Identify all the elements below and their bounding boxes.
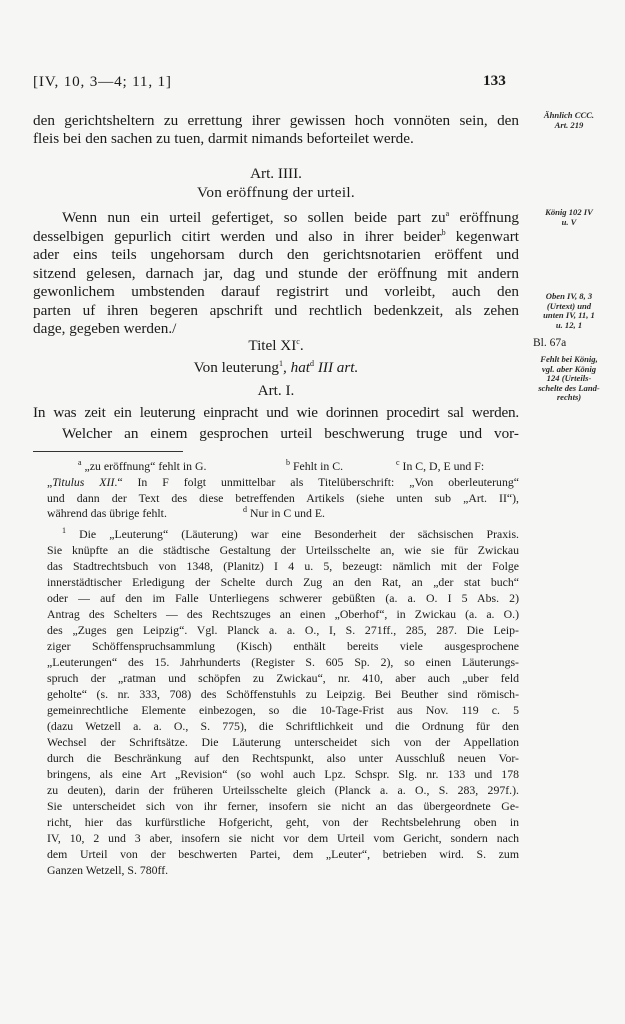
footnote-line-18: Sie unterscheidet sich von ihr ferner, insofern sie nicht an das übergeordnete Ge- (47, 799, 519, 813)
footnote-line-22: Ganzen Wetzell, S. 780ff. (47, 863, 169, 877)
footnote-rule (33, 451, 183, 452)
footnote-line-10: spruch der „ratman und schöpfen zu Zwickau“, nr. 410, aber auch „uber feld (47, 671, 519, 685)
art-i-line: In was zeit ein leuterung einpracht und wie dorinnen procedirt sal werden. (33, 404, 519, 421)
para-line-3: ader eins teils ungehorsam durch den gerichtsnotarien eröffent und (33, 246, 519, 263)
margin-folio: Bl. 67a (533, 337, 567, 349)
article-heading: Art. IIII. (250, 165, 302, 182)
margin-note-oben: Oben IV, 8, 3 (Urtext) und unten IV, 11, 1 u. 12, 1 (543, 291, 595, 330)
apparatus-note-d: $^d$ Nur in C und E. (243, 505, 325, 520)
intro-line-2: fleis bei den sachen zu tuen, darmit nimands beforteilet werde. (33, 130, 414, 147)
apparatus-note-c: $^c$ In C, D, E und F: (396, 458, 485, 473)
margin-note-koenig-102: König 102 IV u. V (545, 207, 593, 227)
para-line-1: Wenn nun ein urteil gefertiget, so sollen beide part $zu^a$ eröffnung (62, 208, 520, 226)
page-number: 133 (483, 72, 506, 89)
margin-note-ccc: Ähnlich CCC. Art. 219 (543, 110, 595, 130)
footnote-line-14: Wechsel der Schriftsätze. Die Läuterung unterscheidet sich von der Appellation (47, 735, 519, 749)
footnote-line-2: Sie knüpfte an die städtische Gestaltung der Urteilsschelte an, wie sie für Zwickau (47, 543, 519, 557)
margin-note-fehlt: Fehlt bei König, vgl. aber König 124 (Urteils- schelte des Land- rechts) (538, 354, 600, 403)
para-line-7: dage, gegeben werden./ (33, 320, 177, 337)
footnote-line-6: Antrag des Schelters — des Rechtszuges an einen „Oberhof“, in Zwickau (a. a. O.) (47, 607, 519, 621)
para-line-4: sitzend gelesen, darnach jar, dag und stunde der eröffnung mit andern (33, 265, 519, 282)
footnote-line-7: des „Zuges gen Leipzig“. Vgl. Planck a. a. O., I, S. 271ff., 285, 287. Die Leip- (47, 623, 519, 637)
apparatus-line-2: „Titulus XII.“ In F folgt unmittelbar als Titelüberschrift: „Von oberleuterung“ (47, 475, 519, 489)
continuation-line: Welcher an einem gesprochen urteil beschwerung truge und vor- (62, 425, 519, 442)
apparatus-note-a: $^a$ „zu eröffnung“ fehlt in G. (78, 458, 207, 473)
title-heading: Titel $XI^c$. (248, 336, 304, 354)
footnote-line-11: geholte“ (s. nr. 333, 708) des Schöffenstuhls zu Leipzig. Bei Beuther sind römisch- (47, 687, 519, 701)
footnote-line-9: „Leuterungen“ des 15. Jahrhunderts (Register S. 605 Sp. 2), so einen Läuterungs- (47, 655, 519, 669)
footnote-line-12: gemeinrechtliche Elemente einbezogen, so die 10-Tage-Frist aus Nov. 119 c. 5 (47, 703, 519, 717)
para-line-6: parten uf ihren begeren apschrift und rechtlich bedenkzeit, als zehen (33, 302, 519, 319)
footnote-line-15: durch die Beschränkung auf den Rechtspunkt, also unter Ausschluß neuen Vor- (47, 751, 519, 765)
footnote-line-16: bringens, als eine Art „Revision“ (so wohl auch Lpz. Schspr. Slg. nr. 133 und 178 (47, 767, 519, 781)
title-subheading: Von leuterung$^1$, hat$^d$ III art. (193, 358, 359, 376)
apparatus-note-b: $^b$ Fehlt in C. (286, 458, 344, 473)
apparatus-line-3: und dann der Text des diese betreffenden Artikels (siehe unten sub „Art. II“), (47, 491, 519, 505)
footnote-line-19: richt, hier das kurfürstliche Hofgericht, geht, von der Rechtsbelehrung oben in (47, 815, 519, 829)
footnote-line-13: (dazu Wetzell a. a. O., S. 775), die Schriftlichkeit und die Ordnung für den (47, 719, 519, 733)
running-header-reference: [IV, 10, 3—4; 11, 1] (33, 73, 172, 90)
intro-line-1: den gerichtsheltern zu errettung ihrer gewissen hoch vonnöten sein, den (33, 112, 519, 129)
para-line-5: gewonlichem umbstenden darauf registrirt und vorleibt, auch den (33, 283, 519, 300)
footnote-line-8: ziger Schöffenspruchsammlung (Kisch) enthält bereits viele ausgesprochene (47, 639, 519, 653)
footnote-line-4: innerstädtischer Erledigung der Schelte durch Zug an den Rat, an „der stat buch“ (47, 575, 519, 589)
footnote-line-1: $^1$ Die „Leuterung“ (Läuterung) war eine Besonderheit der sächsischen Praxis. (62, 526, 519, 541)
footnote-line-5: oder — auf den im Falle Unterliegens schwerer gebüßten (a. a. O. I 5 Abs. 2) (47, 591, 519, 605)
footnote-line-3: das Stadtrechtsbuch von 1348, (Planitz) I 4 u. 5, bezeugt: nämlich mit der Folge (47, 559, 519, 573)
article-subheading: Von eröffnung der urteil. (197, 184, 355, 201)
footnote-line-21: dem Urteil von der beschwerten Partei, dem „Leuter“, betrieben wird. S. zum (47, 847, 519, 861)
footnote-line-17: zu deuten), darin der früheren Urteilsschelte gleich (Planck a. a. O., S. 283, 297f.). (47, 783, 519, 797)
para-line-2: desselbigen gepurlich citirt werden und also in ihrer beider$^b$ kegenwart (33, 227, 519, 245)
apparatus-line-4: während das übrige fehlt. (47, 506, 167, 520)
art-i-heading: Art. I. (257, 382, 295, 399)
footnote-line-20: IV, 10, 2 und 3 aber, insofern sie nicht vor dem Urteil vom Gericht, sondern nach (47, 831, 519, 845)
